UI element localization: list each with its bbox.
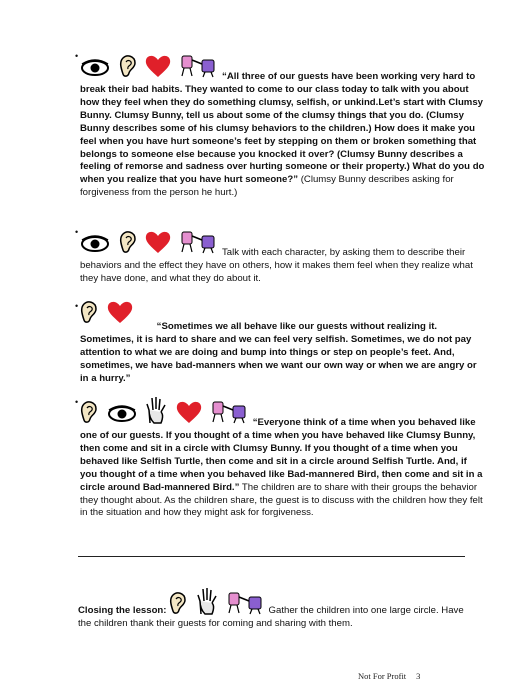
stage-direction: (Clumsy Bunny describes asking for forgiveness from the person he hurt.) [80, 174, 454, 199]
icon-group [80, 50, 222, 84]
ear-icon [119, 54, 137, 78]
icon-group [169, 587, 268, 617]
hands-icon [227, 587, 263, 615]
heart-icon [176, 400, 202, 424]
page-footer [358, 671, 420, 681]
bullet: • [75, 51, 79, 61]
instruction-text: Talk with each character, by asking them to describe their behaviors and the effect they have on others, how it makes them feel when they realize what they have done, and what they do about it. [80, 247, 473, 284]
section-divider [78, 556, 465, 557]
list-item [75, 50, 485, 200]
ear-icon [119, 230, 137, 254]
quoted-dialogue: “Sometimes we all behave like our guests without realizing it. Sometimes, it is hard to share and we can feel very selfish. Sometimes, we do not pay attention to what we are doing and bump into things or step on people’s feet. And, sometimes, we have bad-manners when we want our own way or when we are angry or in a hurry.” [80, 321, 477, 384]
list-item [75, 226, 485, 286]
icon-group [80, 300, 139, 334]
hands-icon [180, 226, 216, 254]
icon-group [80, 396, 253, 430]
closing-label: Closing the lesson: [78, 605, 167, 616]
page-number: 3 [416, 671, 421, 681]
hands-icon [180, 50, 216, 78]
hand-icon [145, 396, 167, 424]
list-item [75, 396, 485, 520]
closing-text: Gather the children into one large circle. Have the children thank their guests for coming and sharing with them. [78, 605, 464, 629]
bullet: • [75, 227, 79, 237]
ear-icon [80, 300, 98, 324]
ear-icon [80, 400, 98, 424]
heart-icon [145, 230, 171, 254]
quoted-dialogue: “All three of our guests have been working very hard to break their bad habits. They wanted to come to our class today to talk with you about how they feel when they do something clumsy, selfish, or unkind.Let’s start with Clumsy Bunny. Clumsy Bunny, tell us about some of the clumsy things that you do. (Clumsy Bunny describes some of his clumsy behaviors to the children.) How does it make you feel when you have hurt someone’s feet by stepping on them or broken something that belongs to someone else because you knocked it over? (Clumsy Bunny describes a feeling of remorse and sadness over hurting someone or their property.) What do you do when you realize that you have hurt someone?” [80, 71, 485, 186]
closing-section [78, 587, 478, 630]
quoted-dialogue: “Everyone think of a time when you behaved like one of our guests. If you thought of a time when you have behaved like Clumsy Bunny, then come and sit in a circle with Clumsy Bunny. If you thought of a time when you behaved like Selfish Turtle, then come and sit in a circle around Selfish Turtle. And, if you thought of a time when you behaved like Bad-mannered Bird, then come and sit in a circle around Bad-mannered Bird.” [80, 417, 483, 493]
list-item [75, 300, 485, 386]
eye-icon [80, 234, 110, 254]
heart-icon [107, 300, 133, 324]
ear-icon [169, 591, 187, 615]
stage-direction: The children are to share with their groups the behavior they thought about. As the children share, the guest is to discuss with the children how they felt in the situation and how they might ask for forgiveness. [80, 481, 483, 519]
eye-icon [80, 58, 110, 78]
bullet: • [75, 301, 79, 311]
eye-icon [107, 404, 137, 424]
heart-icon [145, 54, 171, 78]
hands-icon [211, 396, 247, 424]
bullet: • [75, 397, 79, 407]
hand-icon [196, 587, 218, 615]
footer-text: Not For Profit [358, 671, 407, 681]
icon-group [80, 226, 222, 260]
